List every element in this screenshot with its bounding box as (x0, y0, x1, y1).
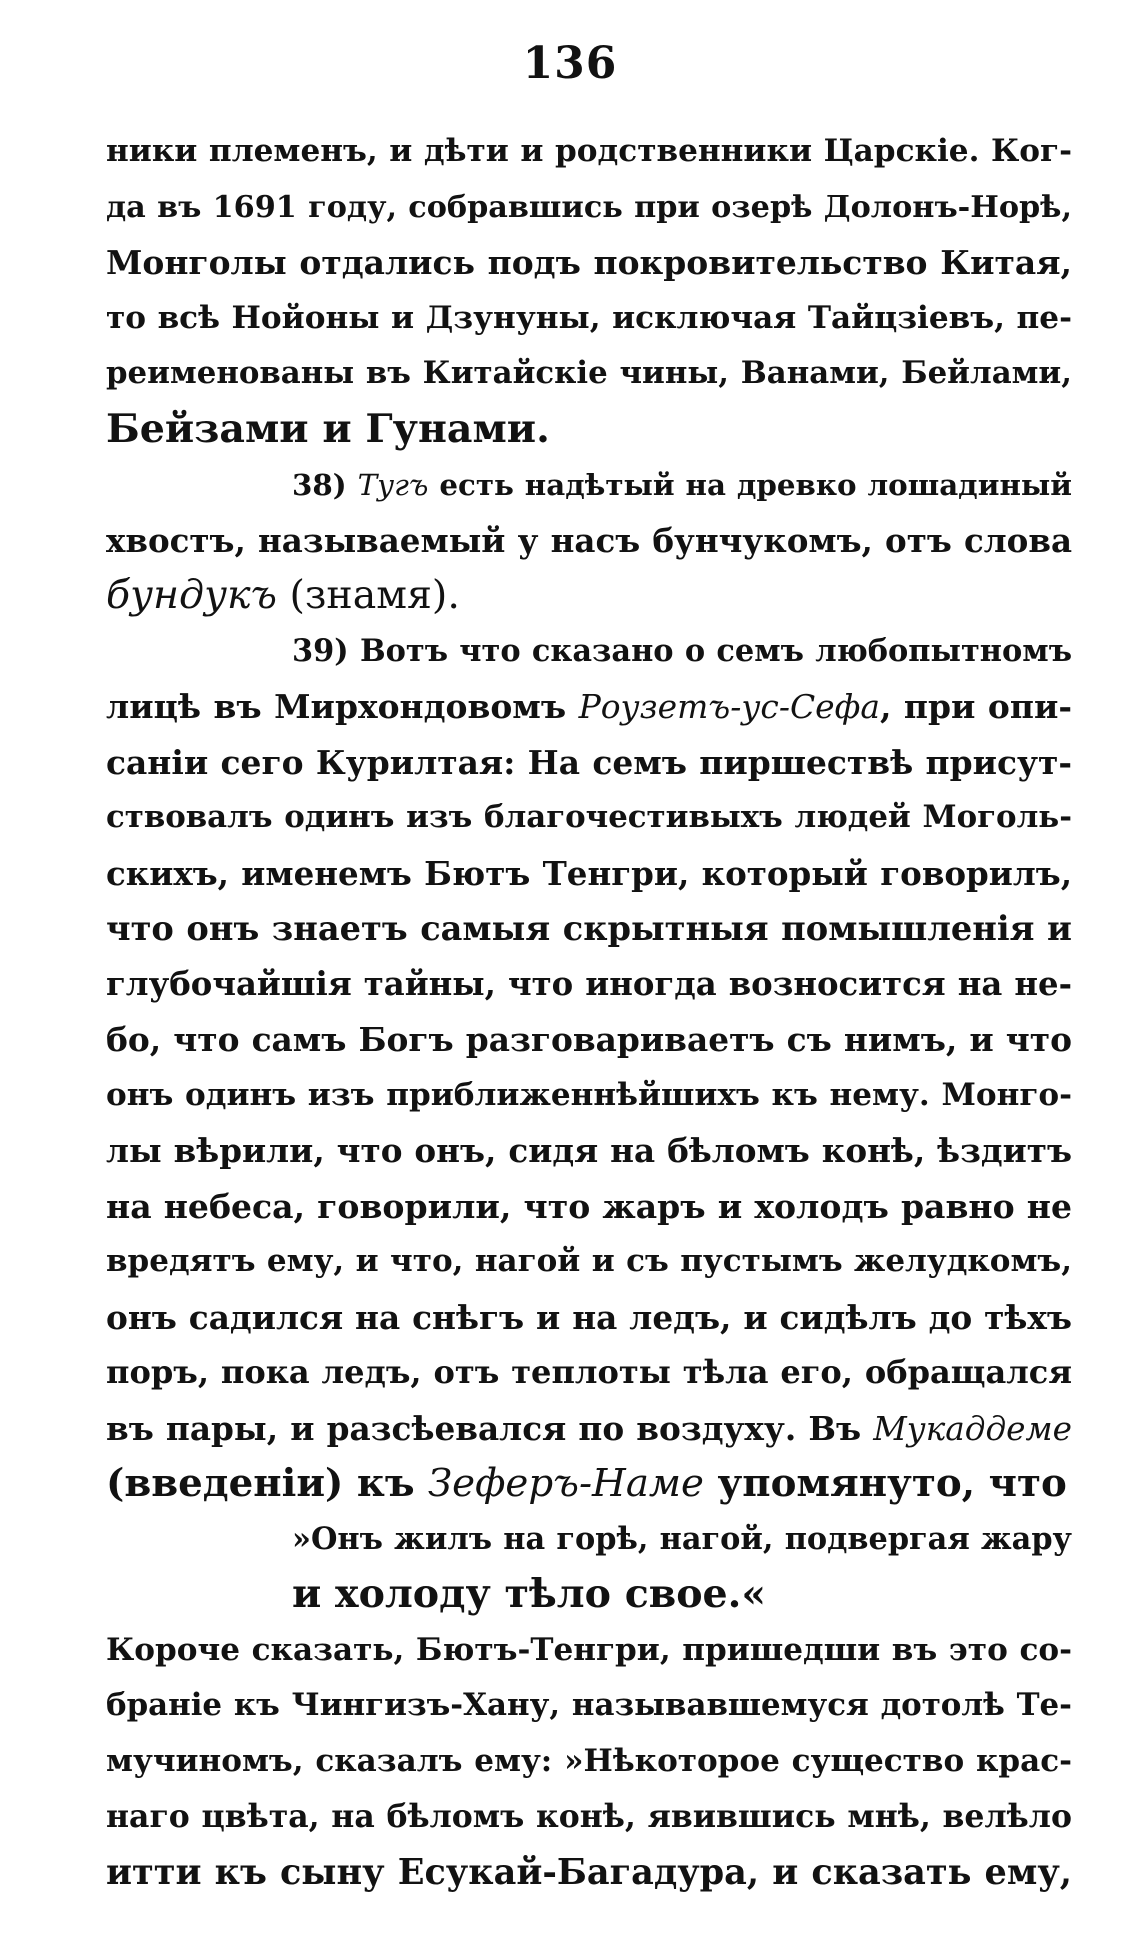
text-line (106, 1068, 1072, 1124)
text-segment: хвостъ, называемый у насъ бунчукомъ, отъ слова (106, 520, 1072, 560)
text-line (106, 1123, 1072, 1179)
text-line (106, 568, 1072, 624)
text-segment: саніи сего Курилтая: На семъ пиршествѣ присут- (106, 742, 1072, 782)
text-line (106, 1678, 1072, 1734)
text-line (106, 235, 1072, 291)
text-line (106, 1234, 1072, 1290)
text-segment: на небеса, говорили, что жаръ и холодъ равно не (106, 1186, 1072, 1226)
text-line (106, 457, 1072, 513)
text-segment: что онъ знаетъ самыя скрытныя помышленія и (106, 908, 1072, 948)
text-line (106, 180, 1072, 236)
italic-text: Зеферъ-Наме (428, 1461, 704, 1506)
text-line (106, 624, 1072, 680)
text-segment: есть надѣтый на древко лошадиный (428, 467, 1072, 502)
text-segment: браніе къ Чингизъ-Хану, называвшемуся дотолѣ Те- (106, 1687, 1072, 1723)
text-line (106, 957, 1072, 1013)
text-line (106, 346, 1072, 402)
text-line (106, 846, 1072, 902)
text-segment: скихъ, именемъ Бютъ Тенгри, который говорилъ, (106, 853, 1072, 893)
text-line (106, 1734, 1072, 1790)
text-segment: онъ одинъ изъ приближеннѣйшихъ къ нему. Монго- (106, 1076, 1072, 1113)
text-segment: лы вѣрили, что онъ, сидя на бѣломъ конѣ, ѣздитъ (106, 1131, 1072, 1170)
text-line (106, 1512, 1072, 1568)
text-line (106, 790, 1072, 846)
text-line (106, 1290, 1072, 1346)
text-line (106, 1567, 1072, 1623)
text-line (106, 1789, 1072, 1845)
body-text (106, 124, 1072, 1900)
text-line (106, 124, 1072, 180)
text-segment: ники племенъ, и дѣти и родственники Царскіе. Ког- (106, 133, 1072, 169)
text-segment: 38) (292, 467, 358, 502)
text-segment: онъ садился на снѣгъ и на ледъ, и сидѣлъ до тѣхъ (106, 1297, 1072, 1337)
text-segment: упомянуто, что (703, 1461, 1067, 1506)
text-segment: вредятъ ему, и что, нагой и съ пустымъ желудкомъ, (106, 1243, 1072, 1279)
text-line (106, 291, 1072, 347)
text-segment: итти къ сыну Есукай-Багадура, и сказать ему, (106, 1851, 1072, 1893)
page-number: 136 (522, 38, 618, 89)
text-line (106, 1456, 1072, 1512)
text-segment: наго цвѣта, на бѣломъ конѣ, явившись мнѣ, велѣло (106, 1798, 1072, 1835)
text-segment: и холоду тѣло свое.« (292, 1571, 767, 1617)
text-line (106, 1845, 1072, 1901)
text-segment: мучиномъ, сказалъ ему: »Нѣкоторое существо крас- (106, 1742, 1072, 1779)
text-segment: въ пары, и разсѣевался по воздуху. Въ (106, 1408, 874, 1448)
text-segment: то всѣ Нойоны и Дзунуны, исключая Тайцзіевъ, пе- (106, 299, 1072, 336)
text-segment: (введеніи) къ (106, 1461, 429, 1506)
text-segment: , при опи- (880, 687, 1073, 726)
italic-text: Роузетъ-ус-Сефа (578, 687, 880, 726)
text-line (106, 1345, 1072, 1401)
italic-text: Мукаддеме (873, 1409, 1072, 1448)
text-line (106, 679, 1072, 735)
text-line (106, 1179, 1072, 1235)
text-segment: поръ, пока ледъ, отъ теплоты тѣла его, обращался (106, 1353, 1072, 1391)
text-segment: реименованы въ Китайскіе чины, Ванами, Бейлами, (106, 355, 1072, 391)
text-segment: ствовалъ одинъ изъ благочестивыхъ людей Моголь- (106, 799, 1072, 835)
text-segment: Бейзами и Гунами. (106, 405, 550, 452)
italic-text: бундукъ (106, 572, 277, 618)
text-segment: лицѣ въ Мирхондовомъ (106, 687, 579, 726)
text-segment: Монголы отдались подъ покровительство Китая, (106, 243, 1072, 282)
text-line (106, 513, 1072, 569)
text-line (106, 735, 1072, 791)
text-segment: Короче сказать, Бютъ-Тенгри, пришедши въ это со- (106, 1631, 1072, 1668)
text-line (106, 901, 1072, 957)
text-segment: глубочайшія тайны, что иногда возносится на не- (106, 964, 1072, 1003)
text-segment: бо, что самъ Богъ разговариваетъ съ нимъ, и что (106, 1020, 1072, 1059)
text-line (106, 1012, 1072, 1068)
text-segment: (знамя). (276, 572, 460, 618)
italic-text: Тугъ (357, 468, 429, 502)
text-line (106, 402, 1072, 458)
text-segment: да въ 1691 году, собравшись при озерѣ Долонъ-Норѣ, (106, 189, 1072, 225)
text-segment: 39) Вотъ что сказано о семъ любопытномъ (292, 632, 1072, 669)
text-line (106, 1623, 1072, 1679)
text-line (106, 1401, 1072, 1457)
text-segment: »Онъ жилъ на горѣ, нагой, подвергая жару (292, 1520, 1072, 1557)
